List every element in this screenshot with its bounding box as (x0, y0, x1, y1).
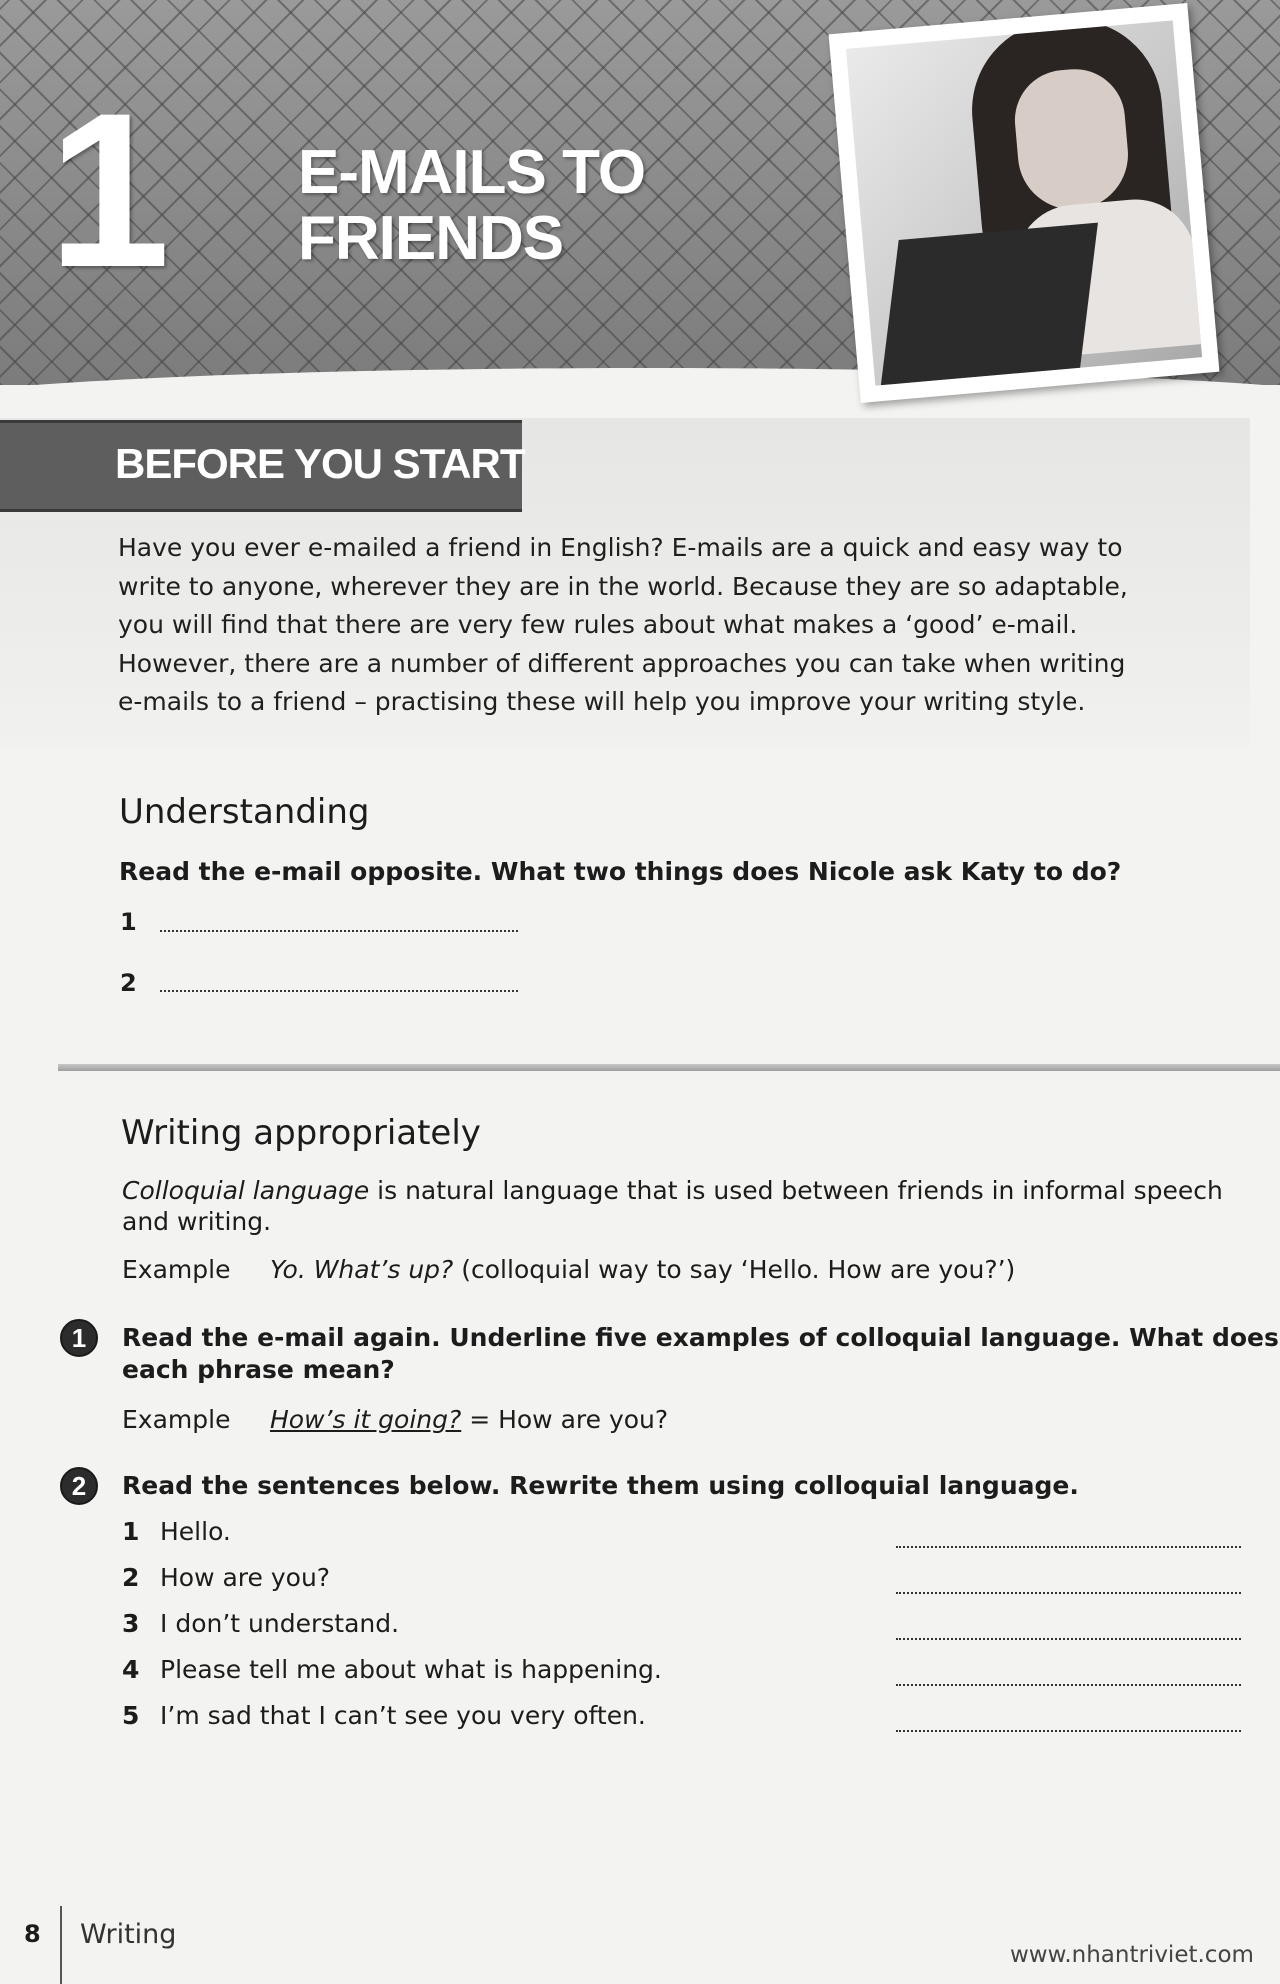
example-label-2: Example (122, 1405, 231, 1434)
task-1-instruction-line-1: Read the e-mail again. Underline five examples of colloquial language. What does (122, 1323, 1279, 1352)
footer-section-label: Writing (80, 1919, 177, 1950)
intro-line-4: However, there are a number of different approaches you can take when writing (118, 648, 1126, 678)
rewrite-line-5[interactable] (896, 1730, 1241, 1732)
before-you-start-label: BEFORE YOU START (115, 440, 525, 487)
unit-title-line-2: FRIENDS (298, 204, 564, 273)
task-2-number-badge: 2 (60, 1467, 98, 1505)
answer-number-2: 2 (120, 969, 137, 997)
colloquial-definition (122, 1175, 1232, 1207)
understanding-heading: Understanding (119, 792, 370, 832)
task-1-instruction-line-2: each phrase mean? (122, 1355, 395, 1384)
intro-line-1: Have you ever e-mailed a friend in English? E-mails are a quick and easy way to (118, 533, 1123, 562)
definition-text: is natural language that is used between friends in informal speech (369, 1176, 1223, 1205)
task-1-number-badge: 1 (60, 1319, 98, 1357)
unit-title-line-1: E-MAILS TO (298, 138, 646, 207)
example-1 (270, 1254, 1015, 1286)
footer-url: www.nhantriviet.com (1010, 1942, 1254, 1968)
example-2-phrase: How’s it going? (270, 1405, 462, 1434)
example-1-gloss: (colloquial way to say ‘Hello. How are you?’) (453, 1255, 1016, 1284)
intro-line-5: e-mails to a friend – practising these will help you improve your writing style. (118, 687, 1086, 716)
unit-number: 1 (48, 67, 165, 313)
woman-with-laptop-photo (829, 3, 1220, 403)
rewrite-line-3[interactable] (896, 1638, 1241, 1640)
sentence-text: How are you? (160, 1563, 331, 1592)
intro-line-3: you will find that there are very few rules about what makes a ‘good’ e-mail. (118, 610, 1078, 639)
footer-divider (60, 1906, 62, 1984)
page-number: 8 (24, 1920, 41, 1948)
answer-line-1[interactable] (160, 930, 518, 932)
understanding-question: Read the e-mail opposite. What two things does Nicole ask Katy to do? (119, 857, 1122, 886)
answer-line-2[interactable] (160, 990, 518, 992)
rewrite-line-2[interactable] (896, 1592, 1241, 1594)
example-label-1: Example (122, 1255, 231, 1284)
sentence-number: 5 (122, 1701, 140, 1730)
laptop-shape (880, 223, 1098, 386)
section-divider (58, 1064, 1280, 1071)
sentence-number: 4 (122, 1655, 140, 1684)
definition-term: Colloquial language (122, 1176, 370, 1205)
sentence-text: I’m sad that I can’t see you very often. (160, 1701, 646, 1730)
answer-number-1: 1 (120, 908, 137, 936)
unit-title (298, 140, 645, 272)
writing-heading: Writing appropriately (121, 1113, 481, 1153)
rewrite-line-1[interactable] (896, 1546, 1241, 1548)
intro-paragraph (118, 529, 1208, 722)
example-2-gloss: = How are you? (461, 1405, 669, 1434)
sentence-number: 2 (122, 1563, 140, 1592)
colloquial-definition-line-2: and writing. (122, 1207, 272, 1236)
sentence-number: 1 (122, 1517, 140, 1546)
sentence-text: I don’t understand. (160, 1609, 400, 1638)
rewrite-line-4[interactable] (896, 1684, 1241, 1686)
example-1-phrase: Yo. What’s up? (270, 1255, 454, 1284)
intro-line-2: write to anyone, wherever they are in the world. Because they are so adaptable, (118, 571, 1128, 601)
photo-image (846, 20, 1202, 385)
task-2-instruction: Read the sentences below. Rewrite them using colloquial language. (122, 1471, 1079, 1500)
sentence-text: Please tell me about what is happening. (160, 1655, 662, 1684)
example-2 (270, 1404, 668, 1436)
sentence-number: 3 (122, 1609, 140, 1638)
sentence-text: Hello. (160, 1517, 231, 1546)
